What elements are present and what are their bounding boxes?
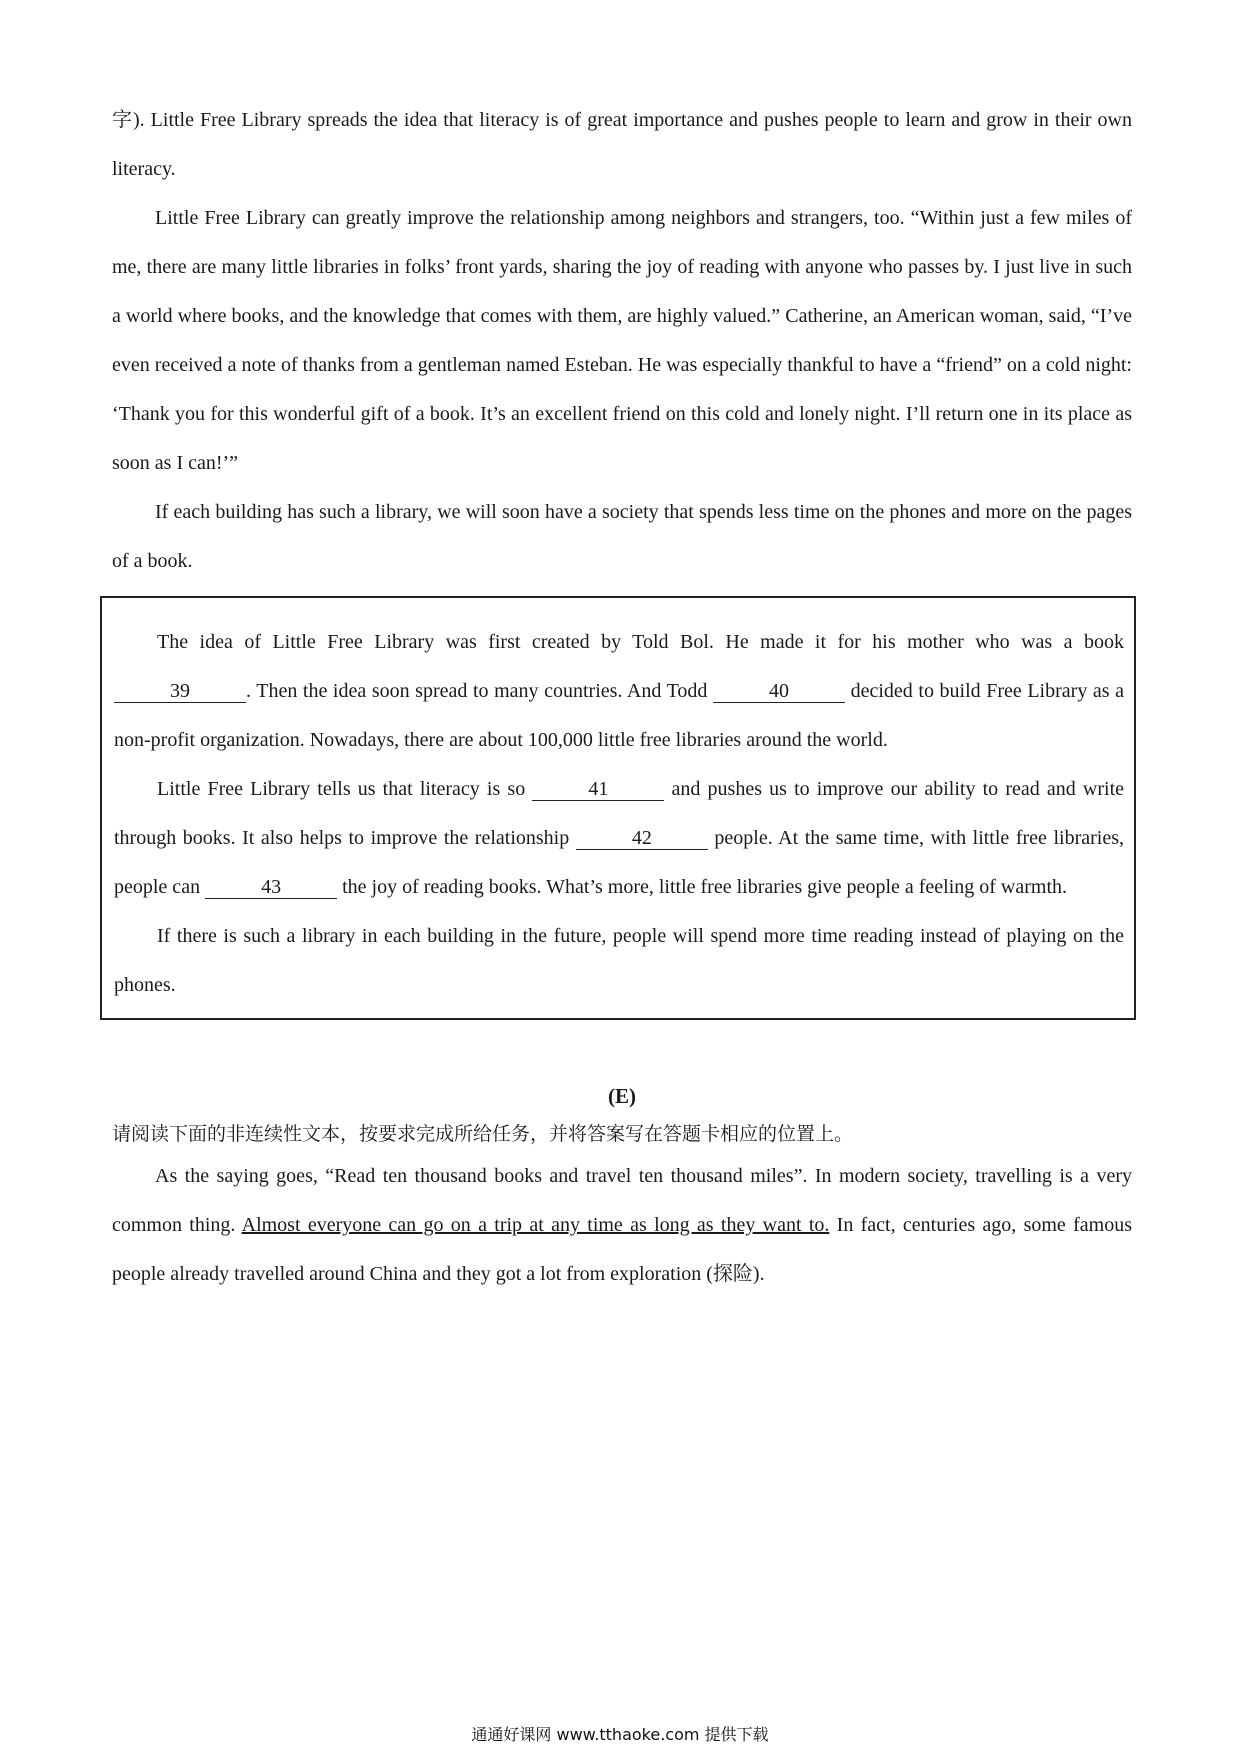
passage-paragraph: Little Free Library can greatly improve the relationship among neighbors and strangers, too. “Within just a few miles of me, there are many little libraries in folks’ front yards, sharing the joy of reading with anyone who passes by. I just live in such a world where books, and the knowledge that comes with them, are highly valued.” Catherine, an American woman, said, “I’ve even received a note of thanks from a gentleman named Esteban. He was especially thankful to have a “friend” on a cold night: ‘Thank you for this wonderful gift of a book. It’s an excellent friend on this cold and lonely night. I’ll return one in its place as soon as I can!’” [112,207,1132,474]
summary-paragraph [114,765,1124,912]
answer-blank-39[interactable]: 39 [114,680,246,703]
summary-text: Little Free Library tells us that literacy is so [157,778,526,800]
summary-text: people. At the same time, with little free libraries, people can [114,827,1125,898]
document-page [112,96,1132,1299]
summary-text: decided to build Free Library as a non-profit organization. Nowadays, there are about 100,000 little free libraries around the world. [114,680,1125,751]
underlined-sentence: Almost everyone can go on a trip at any time as long as they want to. [241,1214,830,1236]
summary-box [100,596,1136,1020]
passage-text: As the saying goes, “Read ten thousand books and travel ten thousand miles”. In modern society, travelling is a very common thing. [112,1165,1132,1236]
summary-text: . Then the idea soon spread to many countries. And Todd [246,680,708,702]
passage-paragraph [112,1152,1132,1299]
answer-blank-41[interactable]: 41 [532,778,664,801]
summary-text: The idea of Little Free Library was first created by Told Bol. He made it for his mother who was a book [157,631,1124,653]
answer-blank-40[interactable]: 40 [713,680,845,703]
passage-paragraph: If each building has such a library, we will soon have a society that spends less time on the phones and more on the pages of a book. [112,501,1132,572]
passage-paragraph: 字). Little Free Library spreads the idea that literacy is of great importance and pushes people to learn and grow in their own literacy. [112,109,1132,180]
answer-blank-42[interactable]: 42 [576,827,708,850]
section-title: (E) [608,1084,636,1108]
summary-text: and pushes us to improve our ability to read and write through books. It also helps to improve the relationship [114,778,1125,849]
section-instruction: 请阅读下面的非连续性文本，按要求完成所给任务，并将答案写在答题卡相应的位置上。 [112,1123,854,1145]
page-footer: 通通好课网 www.tthaoke.com 提供下载 [471,1725,769,1744]
passage-text: In fact, centuries ago, some famous people already travelled around China and they got a lot from exploration (探险). [112,1214,1132,1285]
summary-paragraph: If there is such a library in each building in the future, people will spend more time reading instead of playing on the phones. [114,925,1124,996]
summary-paragraph [114,618,1124,765]
summary-text: the joy of reading books. What’s more, little free libraries give people a feeling of warmth. [342,876,1068,898]
answer-blank-43[interactable]: 43 [205,876,337,899]
